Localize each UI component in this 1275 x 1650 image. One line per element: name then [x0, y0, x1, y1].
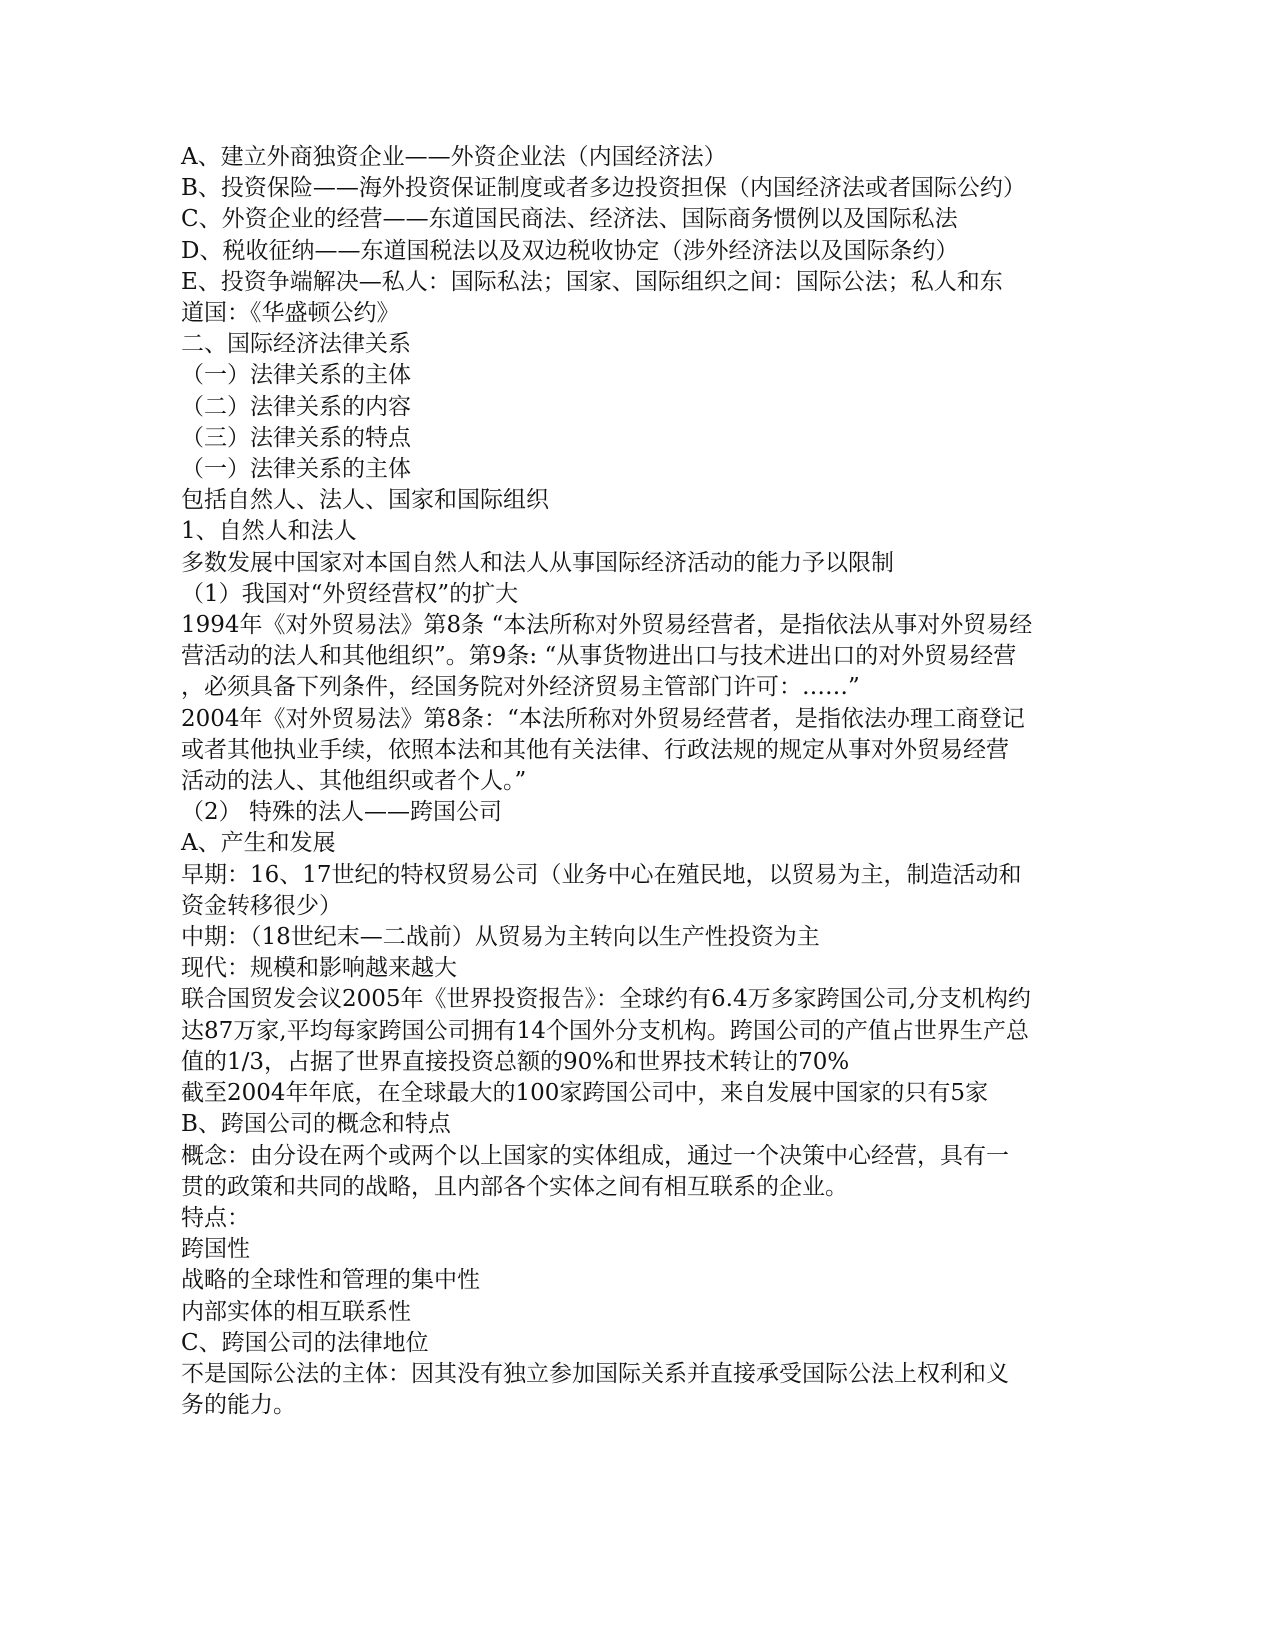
section-heading: 二、国际经济法律关系: [181, 331, 411, 358]
text-line: 资金转移很少）: [181, 892, 342, 919]
text-line: 包括自然人、法人、国家和国际组织: [181, 487, 549, 514]
subsection-heading: （三）法律关系的特点: [181, 424, 411, 451]
text-line: E、投资争端解决—私人：国际私法；国家、国际组织之间：国际公法；私人和东: [181, 268, 1003, 295]
subsection-heading: （二）法律关系的内容: [181, 393, 411, 420]
text-line: B、跨国公司的概念和特点: [181, 1111, 451, 1138]
text-line: 战略的全球性和管理的集中性: [181, 1267, 480, 1294]
text-line: 截至2004年年底，在全球最大的100家跨国公司中，来自发展中国家的只有5家: [181, 1080, 989, 1107]
text-line: 内部实体的相互联系性: [181, 1298, 411, 1325]
text-line: 1994年《对外贸易法》第8条 “本法所称对外贸易经营者，是指依法从事对外贸易经: [181, 612, 1033, 639]
text-line: 贯的政策和共同的战略，且内部各个实体之间有相互联系的企业。: [181, 1173, 848, 1200]
text-line: A、产生和发展: [181, 830, 336, 857]
text-line: 多数发展中国家对本国自然人和法人从事国际经济活动的能力予以限制: [181, 549, 894, 576]
text-line: 道国：《华盛顿公约》: [181, 300, 400, 327]
text-line: 中期：（18世纪末—二战前）从贸易为主转向以生产性投资为主: [181, 924, 820, 951]
text-line: 活动的法人、其他组织或者个人。”: [181, 768, 527, 795]
text-line: （2） 特殊的法人——跨国公司: [181, 799, 502, 826]
text-line: 1、自然人和法人: [181, 518, 357, 545]
text-line: 特点：: [181, 1204, 250, 1231]
text-line: （1）我国对“外贸经营权”的扩大: [181, 580, 519, 607]
text-line: D、税收征纳——东道国税法以及双边税收协定（涉外经济法以及国际条约）: [181, 237, 959, 264]
document-body: [181, 142, 1061, 1421]
text-line: 联合国贸发会议2005年《世界投资报告》：全球约有6.4万多家跨国公司,分支机构约: [181, 986, 1031, 1013]
text-line: 2004年《对外贸易法》第8条：“本法所称对外贸易经营者，是指依法办理工商登记: [181, 705, 1025, 732]
text-line: C、外资企业的经营——东道国民商法、经济法、国际商务惯例以及国际私法: [181, 206, 958, 233]
text-line: 务的能力。: [181, 1392, 296, 1419]
text-line: 早期：16、17世纪的特权贸易公司（业务中心在殖民地，以贸易为主，制造活动和: [181, 861, 1022, 888]
text-line: 值的1/3，占据了世界直接投资总额的90%和世界技术转让的70%: [181, 1048, 850, 1075]
text-line: 概念：由分设在两个或两个以上国家的实体组成，通过一个决策中心经营，具有一: [181, 1142, 1009, 1169]
text-line: C、跨国公司的法律地位: [181, 1329, 429, 1356]
subsection-heading: （一）法律关系的主体: [181, 362, 411, 389]
text-line: 营活动的法人和其他组织”。第9条: “从事货物进出口与技术进出口的对外贸易经营: [181, 643, 1017, 670]
text-line: 不是国际公法的主体：因其没有独立参加国际关系并直接承受国际公法上权利和义: [181, 1360, 1009, 1387]
text-line: 达87万家,平均每家跨国公司拥有14个国外分支机构。跨国公司的产值占世界生产总: [181, 1017, 1029, 1044]
text-line: 或者其他执业手续，依照本法和其他有关法律、行政法规的规定从事对外贸易经营: [181, 736, 1009, 763]
text-line: 跨国性: [181, 1236, 250, 1263]
text-line: B、投资保险——海外投资保证制度或者多边投资担保（内国经济法或者国际公约）: [181, 175, 1026, 202]
subsection-heading: （一）法律关系的主体: [181, 456, 411, 483]
text-line: 现代：规模和影响越来越大: [181, 955, 457, 982]
text-line: ，必须具备下列条件，经国务院对外经济贸易主管部门许可：……”: [181, 674, 860, 701]
text-line: A、建立外商独资企业——外资企业法（内国经济法）: [181, 144, 727, 170]
